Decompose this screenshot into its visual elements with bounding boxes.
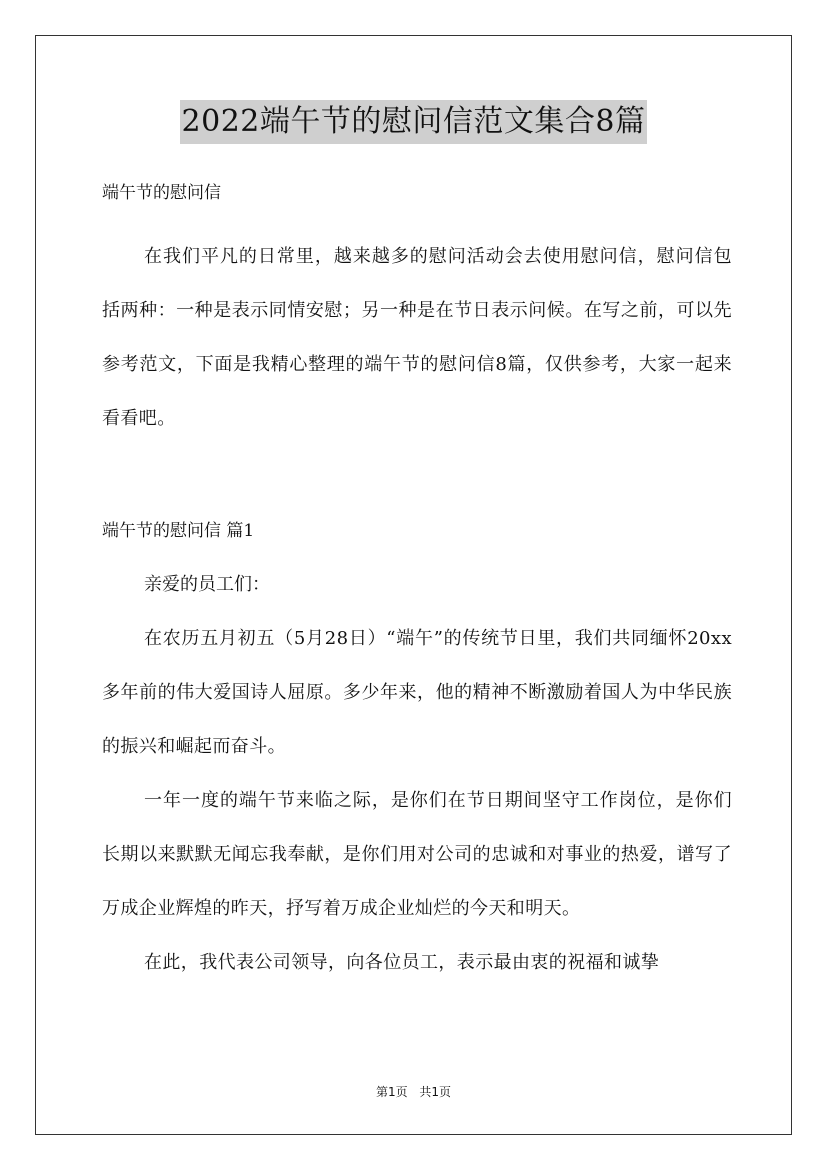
document-title: 2022端午节的慰问信范文集合8篇	[180, 100, 648, 144]
letter-paragraph-3: 在此，我代表公司领导，向各位员工，表示最由衷的祝福和诚挚	[144, 952, 660, 973]
title-container	[0, 100, 827, 144]
page-number: 第1页	[375, 1085, 408, 1099]
section-heading: 端午节的慰问信	[102, 183, 221, 203]
section-spacer	[102, 446, 732, 514]
intro-paragraph: 在我们平凡的日常里，越来越多的慰问活动会去使用慰问信，慰问信包括两种：一种是表示同情安慰；另一种是在节日表示问候。在写之前，可以先参考范文，下面是我精心整理的端午节的慰问信8篇，仅供参考，大家一起来看看吧。	[102, 246, 732, 429]
letter-paragraph-1: 在农历五月初五（5月28日）“端午”的传统节日里，我们共同缅怀20xx多年前的伟大爱国诗人屈原。多少年来，他的精神不断激励着国人为中华民族的振兴和崛起而奋斗。	[102, 628, 732, 757]
letter-greeting: 亲爱的员工们：	[144, 574, 270, 595]
letter-paragraph-2: 一年一度的端午节来临之际，是你们在节日期间坚守工作岗位，是你们长期以来默默无闻忘我奉献，是你们用对公司的忠诚和对事业的热爱，谱写了万成企业辉煌的昨天，抒写着万成企业灿烂的今天和明天。	[102, 790, 732, 919]
page-total: 共1页	[419, 1085, 452, 1099]
document-body	[102, 176, 732, 990]
page-footer	[0, 1083, 827, 1101]
letter-heading: 端午节的慰问信 篇1	[102, 521, 255, 541]
